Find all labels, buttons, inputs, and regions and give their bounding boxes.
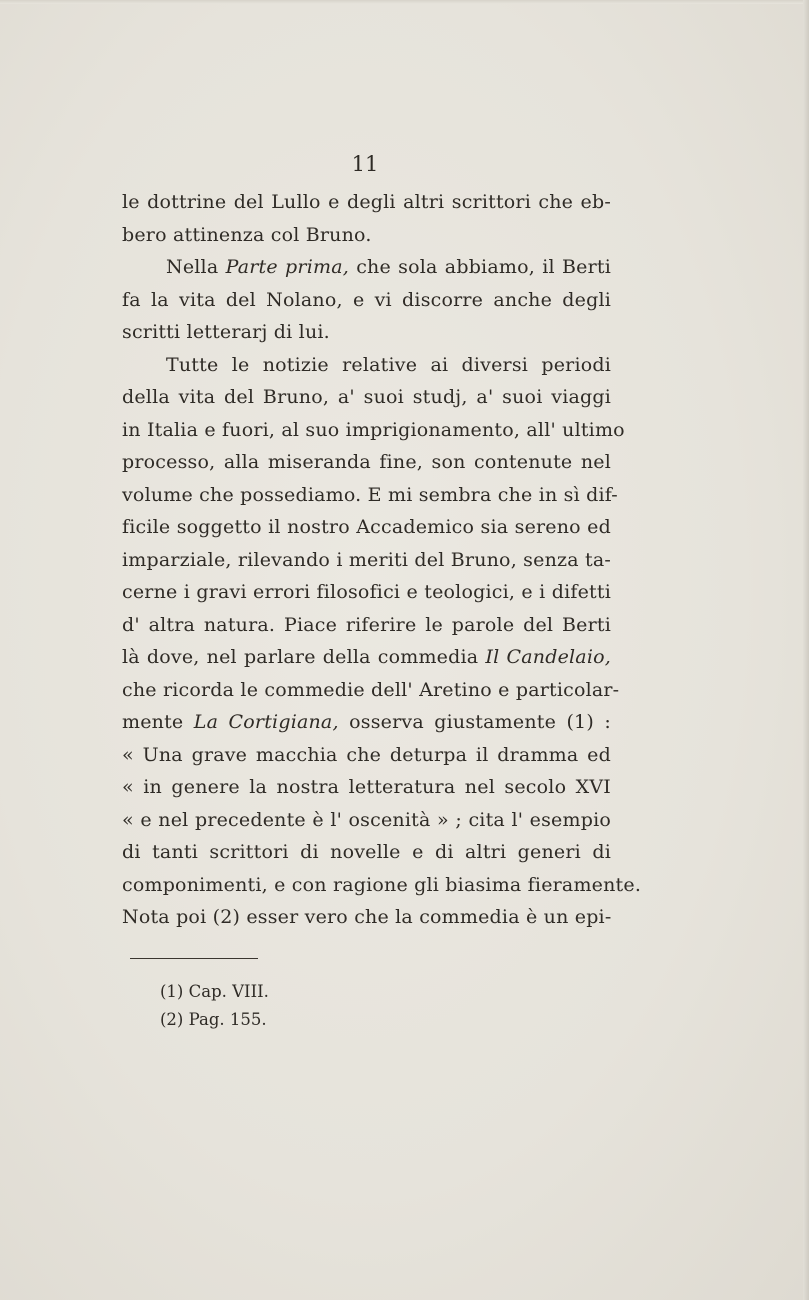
page-top-edge (0, 0, 809, 4)
text-line: « e nel precedente è l' oscenità » ; cita l' esempio (122, 808, 611, 831)
text-line: Tutte le notizie relative ai diversi periodi (166, 353, 611, 376)
text-line: le dottrine del Lullo e degli altri scrittori che eb- (122, 191, 611, 213)
text-line: della vita del Bruno, a' suoi studj, a' suoi viaggi (122, 386, 611, 408)
line-text: là dove, nel parlare della commedia (122, 646, 486, 668)
text-line: cerne i gravi errori filosofici e teologici, e i difetti (122, 581, 611, 603)
line-text: mente (122, 711, 194, 733)
text-line (122, 251, 611, 284)
italic-title: Il Candelaio, (485, 646, 611, 668)
line-text: osserva giustamente (1) : (338, 711, 611, 733)
text-line: « in genere la nostra letteratura nel secolo XVI (122, 776, 611, 798)
footnotes (160, 978, 269, 1034)
text-line: Nota poi (2) esser vero che la commedia è un epi- (122, 906, 612, 928)
text-line (122, 641, 611, 674)
body-text (122, 186, 642, 934)
text-line: processo, alla miseranda fine, son contenute nel (122, 451, 611, 473)
text-line: che ricorda le commedie dell' Aretino e particolar- (122, 678, 620, 701)
footnote-2: (2) Pag. 155. (160, 1010, 267, 1029)
page-number: 11 (351, 152, 379, 176)
text-line: bero attinenza col Bruno. (122, 223, 372, 246)
text-line (122, 706, 611, 739)
italic-title: La Cortigiana, (193, 711, 339, 733)
footnote-1: (1) Cap. VIII. (160, 982, 269, 1001)
text-line: in Italia e fuori, al suo imprigionamento, all' ultimo (122, 418, 625, 441)
text-line: componimenti, e con ragione gli biasima fieramente. (122, 873, 642, 896)
text-line: « Una grave macchia che deturpa il dramma ed (122, 743, 611, 766)
text-line: fa la vita del Nolano, e vi discorre anche degli (122, 288, 611, 311)
text-line: di tanti scrittori di novelle e di altri generi di (122, 841, 611, 863)
text-line: volume che possediamo. E mi sembra che in sì dif- (122, 483, 618, 506)
page-right-edge (803, 0, 809, 1300)
text-line: imparziale, rilevando i meriti del Bruno, senza ta- (122, 548, 611, 571)
text-line: d' altra natura. Piace riferire le parole del Berti (122, 613, 611, 636)
line-text: che sola abbiamo, il Berti (348, 256, 611, 278)
line-text: Nella (166, 256, 226, 278)
text-line: ficile soggetto il nostro Accademico sia sereno ed (122, 516, 611, 538)
italic-title: Parte prima, (225, 256, 349, 278)
text-line: scritti letterarj di lui. (122, 321, 330, 343)
footnote-divider (130, 958, 258, 959)
